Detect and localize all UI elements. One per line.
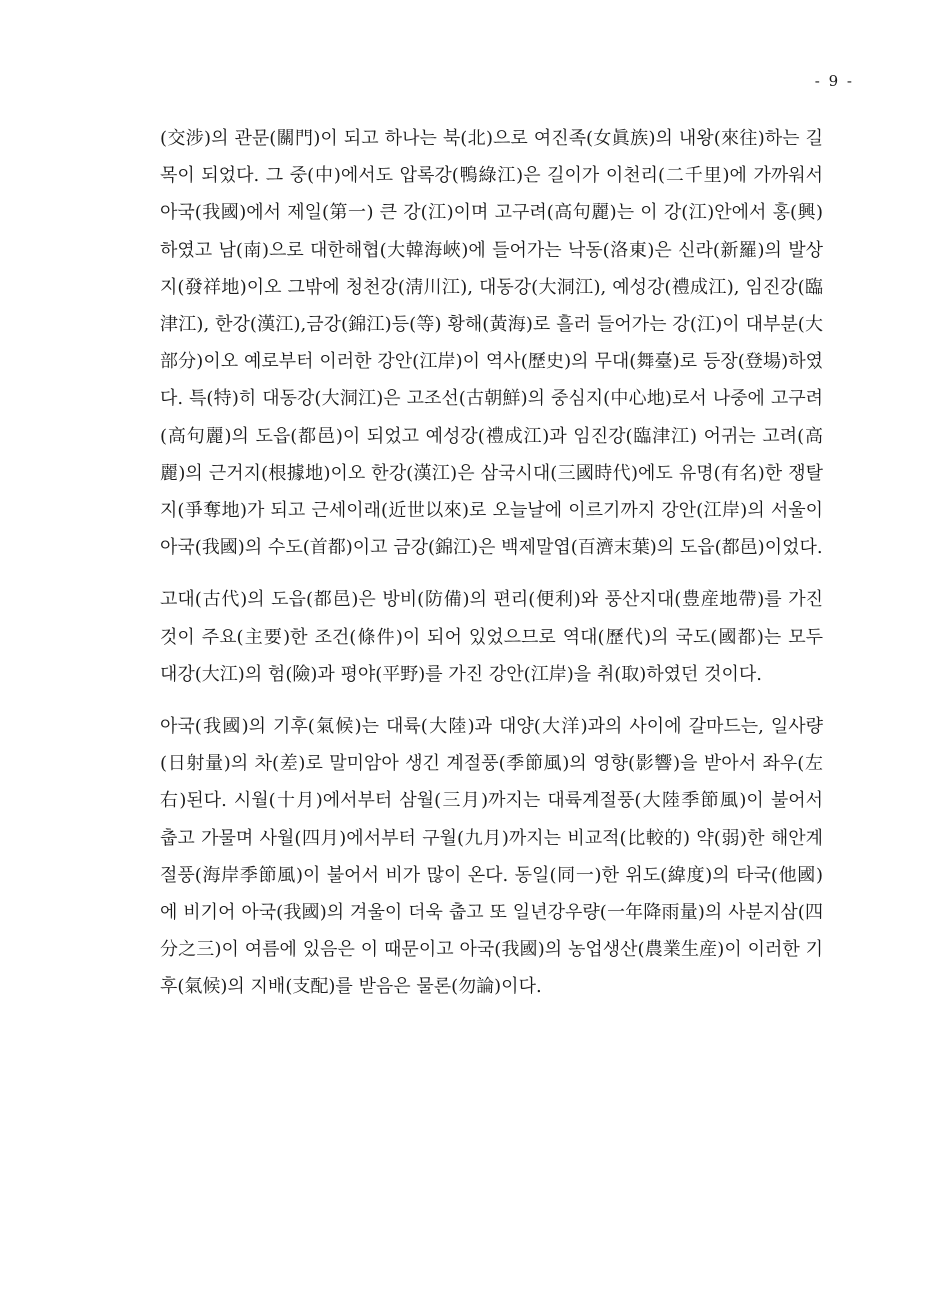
page-number: - 9 - — [814, 72, 854, 90]
paragraph-ancient-capitals: 고대(古代)의 도읍(都邑)은 방비(防備)의 편리(便利)와 풍산지대(豊産地帶)를 가진 것이 주요(主要)한 조건(條件)이 되어 있었으므로 역대(歷代)의 국도(國都)는 모두 대강(大江)의 험(險)과 평야(平野)를 가진 강안(江岸)을 취(取)하였던 것이다. — [160, 589, 823, 685]
paragraph-rivers: (交涉)의 관문(關門)이 되고 하나는 북(北)으로 여진족(女眞族)의 내왕(來往)하는 길목이 되었다. 그 중(中)에서도 압록강(鴨綠江)은 길이가 이천리(二千里)에 가까워서 아국(我國)에서 제일(第一) 큰 강(江)이며 고구려(高句麗)는 이 강(江)안에서 홍(興)하였고 남(南)으로 대한해협(大韓海峽)에 들어가는 낙동(洛東)은 신라(新羅)의 발상지(發祥地)이오 그밖에 청천강(淸川江), 대동강(大洞江), 예성강(禮成江), 임진강(臨津江), 한강(漢江),금강(錦江)등(等) 황해(黃海)로 흘러 들어가는 강(江)이 대부분(大部分)이오 예로부터 이러한 강안(江岸)이 역사(歷史)의 무대(舞臺)로 등장(登場)하였다. 특(特)히 대동강(大洞江)은 고조선(古朝鮮)의 중심지(中心地)로서 나중에 고구려(高句麗)의 도읍(都邑)이 되었고 예성강(禮成江)과 임진강(臨津江) 어귀는 고려(高麗)의 근거지(根據地)이오 한강(漢江)은 삼국시대(三國時代)에도 유명(有名)한 쟁탈지(爭奪地)가 되고 근세이래(近世以來)로 오늘날에 이르기까지 강안(江岸)의 서울이 아국(我國)의 수도(首都)이고 금강(錦江)은 백제말엽(百濟末葉)의 도읍(都邑)이었다. — [160, 128, 823, 559]
body-text — [160, 120, 823, 1006]
paragraph-climate: 아국(我國)의 기후(氣候)는 대륙(大陸)과 대양(大洋)과의 사이에 갈마드는, 일사량(日射量)의 차(差)로 말미암아 생긴 계절풍(季節風)의 영향(影響)을 받아서 좌우(左右)된다. 시월(十月)에서부터 삼월(三月)까지는 대륙계절풍(大陸季節風)이 불어서 춥고 가물며 사월(四月)에서부터 구월(九月)까지는 비교적(比較的) 약(弱)한 해안계절풍(海岸季節風)이 불어서 비가 많이 온다. 동일(同一)한 위도(緯度)의 타국(他國)에 비기어 아국(我國)의 겨울이 더욱 춥고 또 일년강우량(一年降雨量)의 사분지삼(四分之三)이 여름에 있음은 이 때문이고 아국(我國)의 농업생산(農業生産)이 이러한 기후(氣候)의 지배(支配)를 받음은 물론(勿論)이다. — [160, 716, 823, 998]
